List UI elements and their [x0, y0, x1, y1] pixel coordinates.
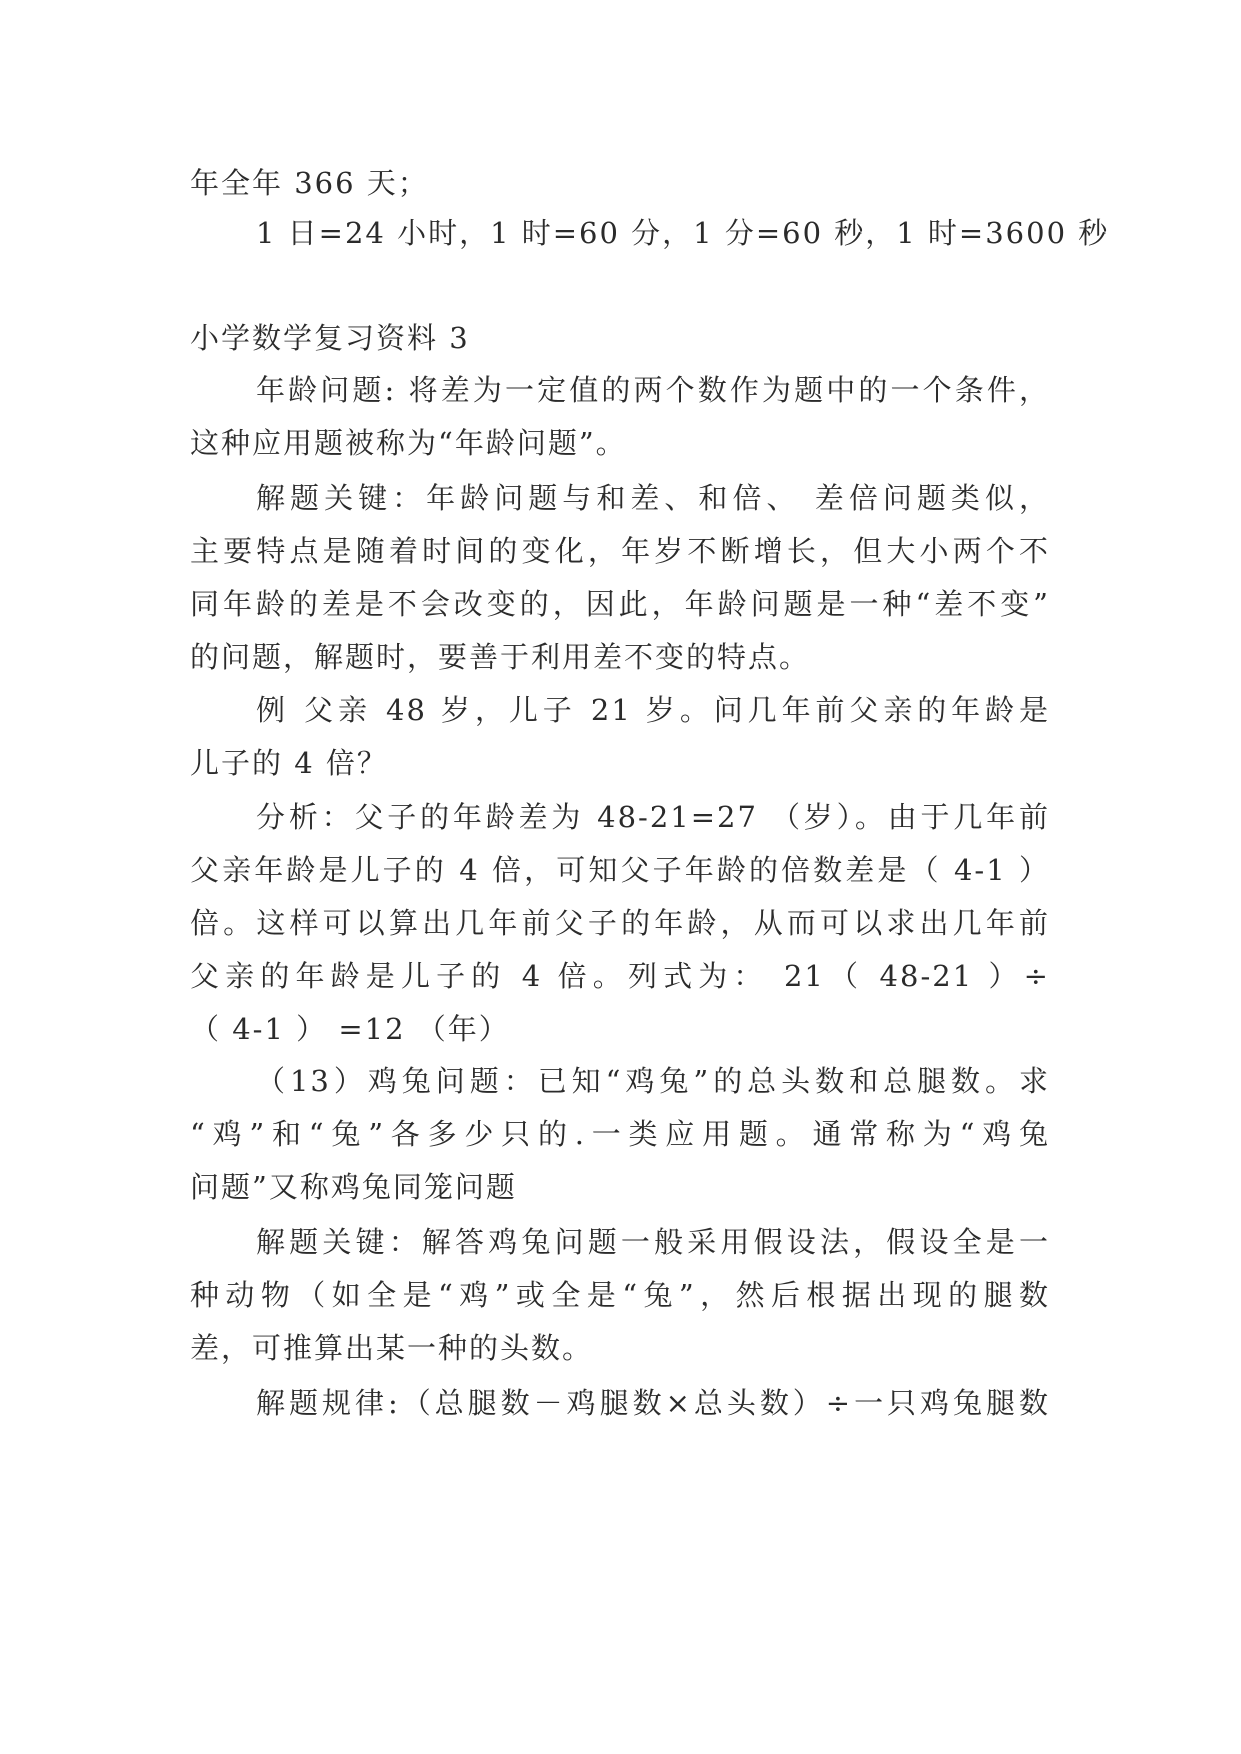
text-line: 同年龄的差是不会改变的，因此，年龄问题是一种“差不变” — [190, 587, 1050, 621]
text-line: 年全年 366 天； — [190, 166, 429, 200]
text-line: 父亲年龄是儿子的 4 倍，可知父子年龄的倍数差是（ 4-1 ） — [190, 853, 1050, 887]
text-line: 年龄问题: 将差为一定值的两个数作为题中的一个条件， — [256, 373, 1050, 407]
text-line: 解题规律:（总腿数－鸡腿数×总头数）÷一只鸡兔腿数 — [256, 1386, 1050, 1420]
text-line: 儿子的 4 倍？ — [190, 746, 388, 780]
text-line: 解题关键：年龄问题与和差、和倍、 差倍问题类似， — [256, 481, 1050, 515]
text-line: “鸡”和“兔”各多少只的.一类应用题。通常称为“鸡兔 — [190, 1117, 1050, 1151]
text-line: 差，可推算出某一种的头数。 — [190, 1331, 594, 1365]
text-line: 解题关键：解答鸡兔问题一般采用假设法，假设全是一 — [256, 1225, 1050, 1259]
section-heading: 小学数学复习资料 3 — [190, 321, 470, 355]
text-line: 1 日=24 小时，1 时=60 分，1 分=60 秒，1 时=3600 秒 — [256, 216, 1110, 250]
text-line: 分析：父子的年龄差为 48-21=27 （岁）。由于几年前 — [256, 800, 1050, 834]
text-line: （13）鸡兔问题：已知“鸡兔”的总头数和总腿数。求 — [256, 1064, 1050, 1098]
text-line: 种动物（如全是“鸡”或全是“兔”，然后根据出现的腿数 — [190, 1278, 1050, 1312]
text-line: 的问题，解题时，要善于利用差不变的特点。 — [190, 640, 811, 674]
text-line: 问题”又称鸡兔同笼问题 — [190, 1170, 517, 1204]
text-line: 这种应用题被称为“年龄问题”。 — [190, 426, 627, 460]
text-line: 主要特点是随着时间的变化，年岁不断增长，但大小两个不 — [190, 534, 1050, 568]
text-line: 父亲的年龄是儿子的 4 倍。列式为： 21（ 48-21 ）÷ — [190, 959, 1050, 993]
text-line: 倍。这样可以算出几年前父子的年龄，从而可以求出几年前 — [190, 906, 1050, 940]
text-line: （ 4-1 ） =12 （年） — [190, 1012, 510, 1046]
text-line: 例 父亲 48 岁，儿子 21 岁。问几年前父亲的年龄是 — [256, 693, 1050, 727]
